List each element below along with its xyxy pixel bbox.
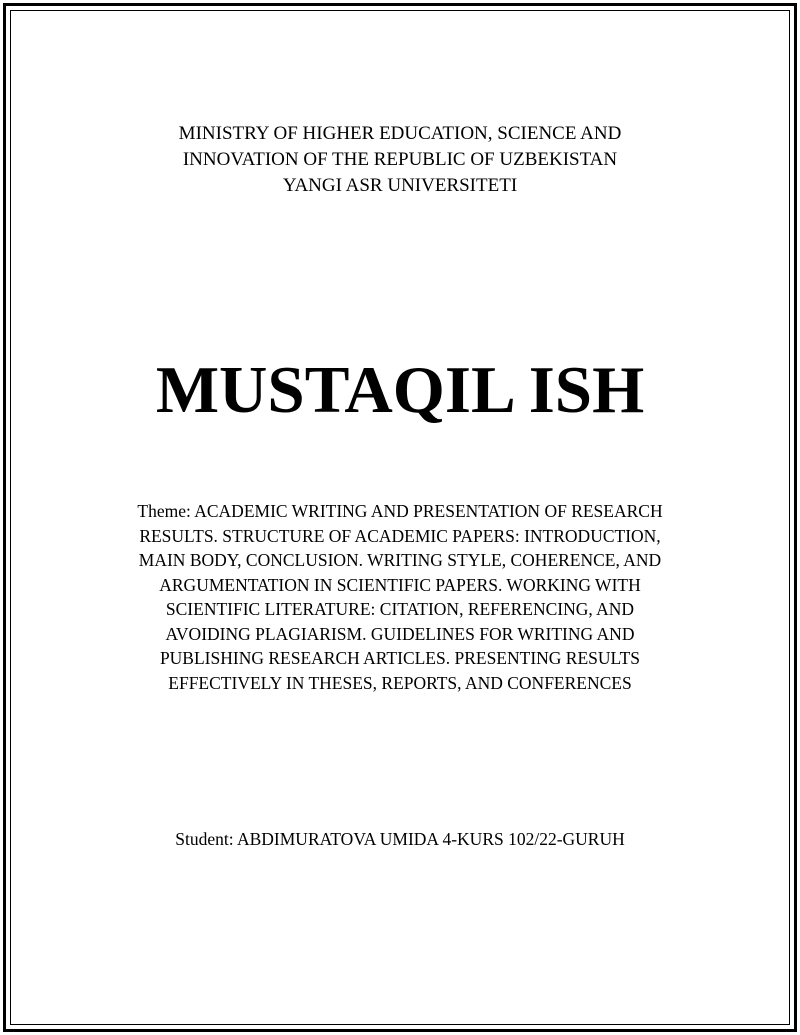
theme-line: Theme: ACADEMIC WRITING AND PRESENTATION OF RESEARCH (137, 501, 663, 521)
header-line-republic: INNOVATION OF THE REPUBLIC OF UZBEKISTAN (182, 149, 618, 170)
theme-line: EFFECTIVELY IN THESES, REPORTS, AND CONFERENCES (168, 672, 632, 693)
header-line-university: YANGI ASR UNIVERSITETI (282, 175, 518, 196)
theme-line: ARGUMENTATION IN SCIENTIFIC PAPERS. WORKING WITH (159, 574, 641, 595)
student-info: Student: ABDIMURATOVA UMIDA 4-KURS 102/22-GURUH (175, 829, 625, 849)
theme-line: MAIN BODY, CONCLUSION. WRITING STYLE, COHERENCE, AND (138, 550, 662, 570)
theme-line: AVOIDING PLAGIARISM. GUIDELINES FOR WRITING AND (165, 623, 635, 644)
theme-paragraph (110, 499, 690, 695)
institution-header (0, 121, 800, 199)
document-title: MUSTAQIL ISH (155, 353, 645, 427)
theme-line: RESULTS. STRUCTURE OF ACADEMIC PAPERS: INTRODUCTION, (139, 525, 661, 546)
theme-line: PUBLISHING RESEARCH ARTICLES. PRESENTING RESULTS (159, 648, 641, 668)
header-line-ministry: MINISTRY OF HIGHER EDUCATION, SCIENCE AND (178, 123, 622, 144)
theme-line: SCIENTIFIC LITERATURE: CITATION, REFERENCING, AND (165, 599, 635, 619)
